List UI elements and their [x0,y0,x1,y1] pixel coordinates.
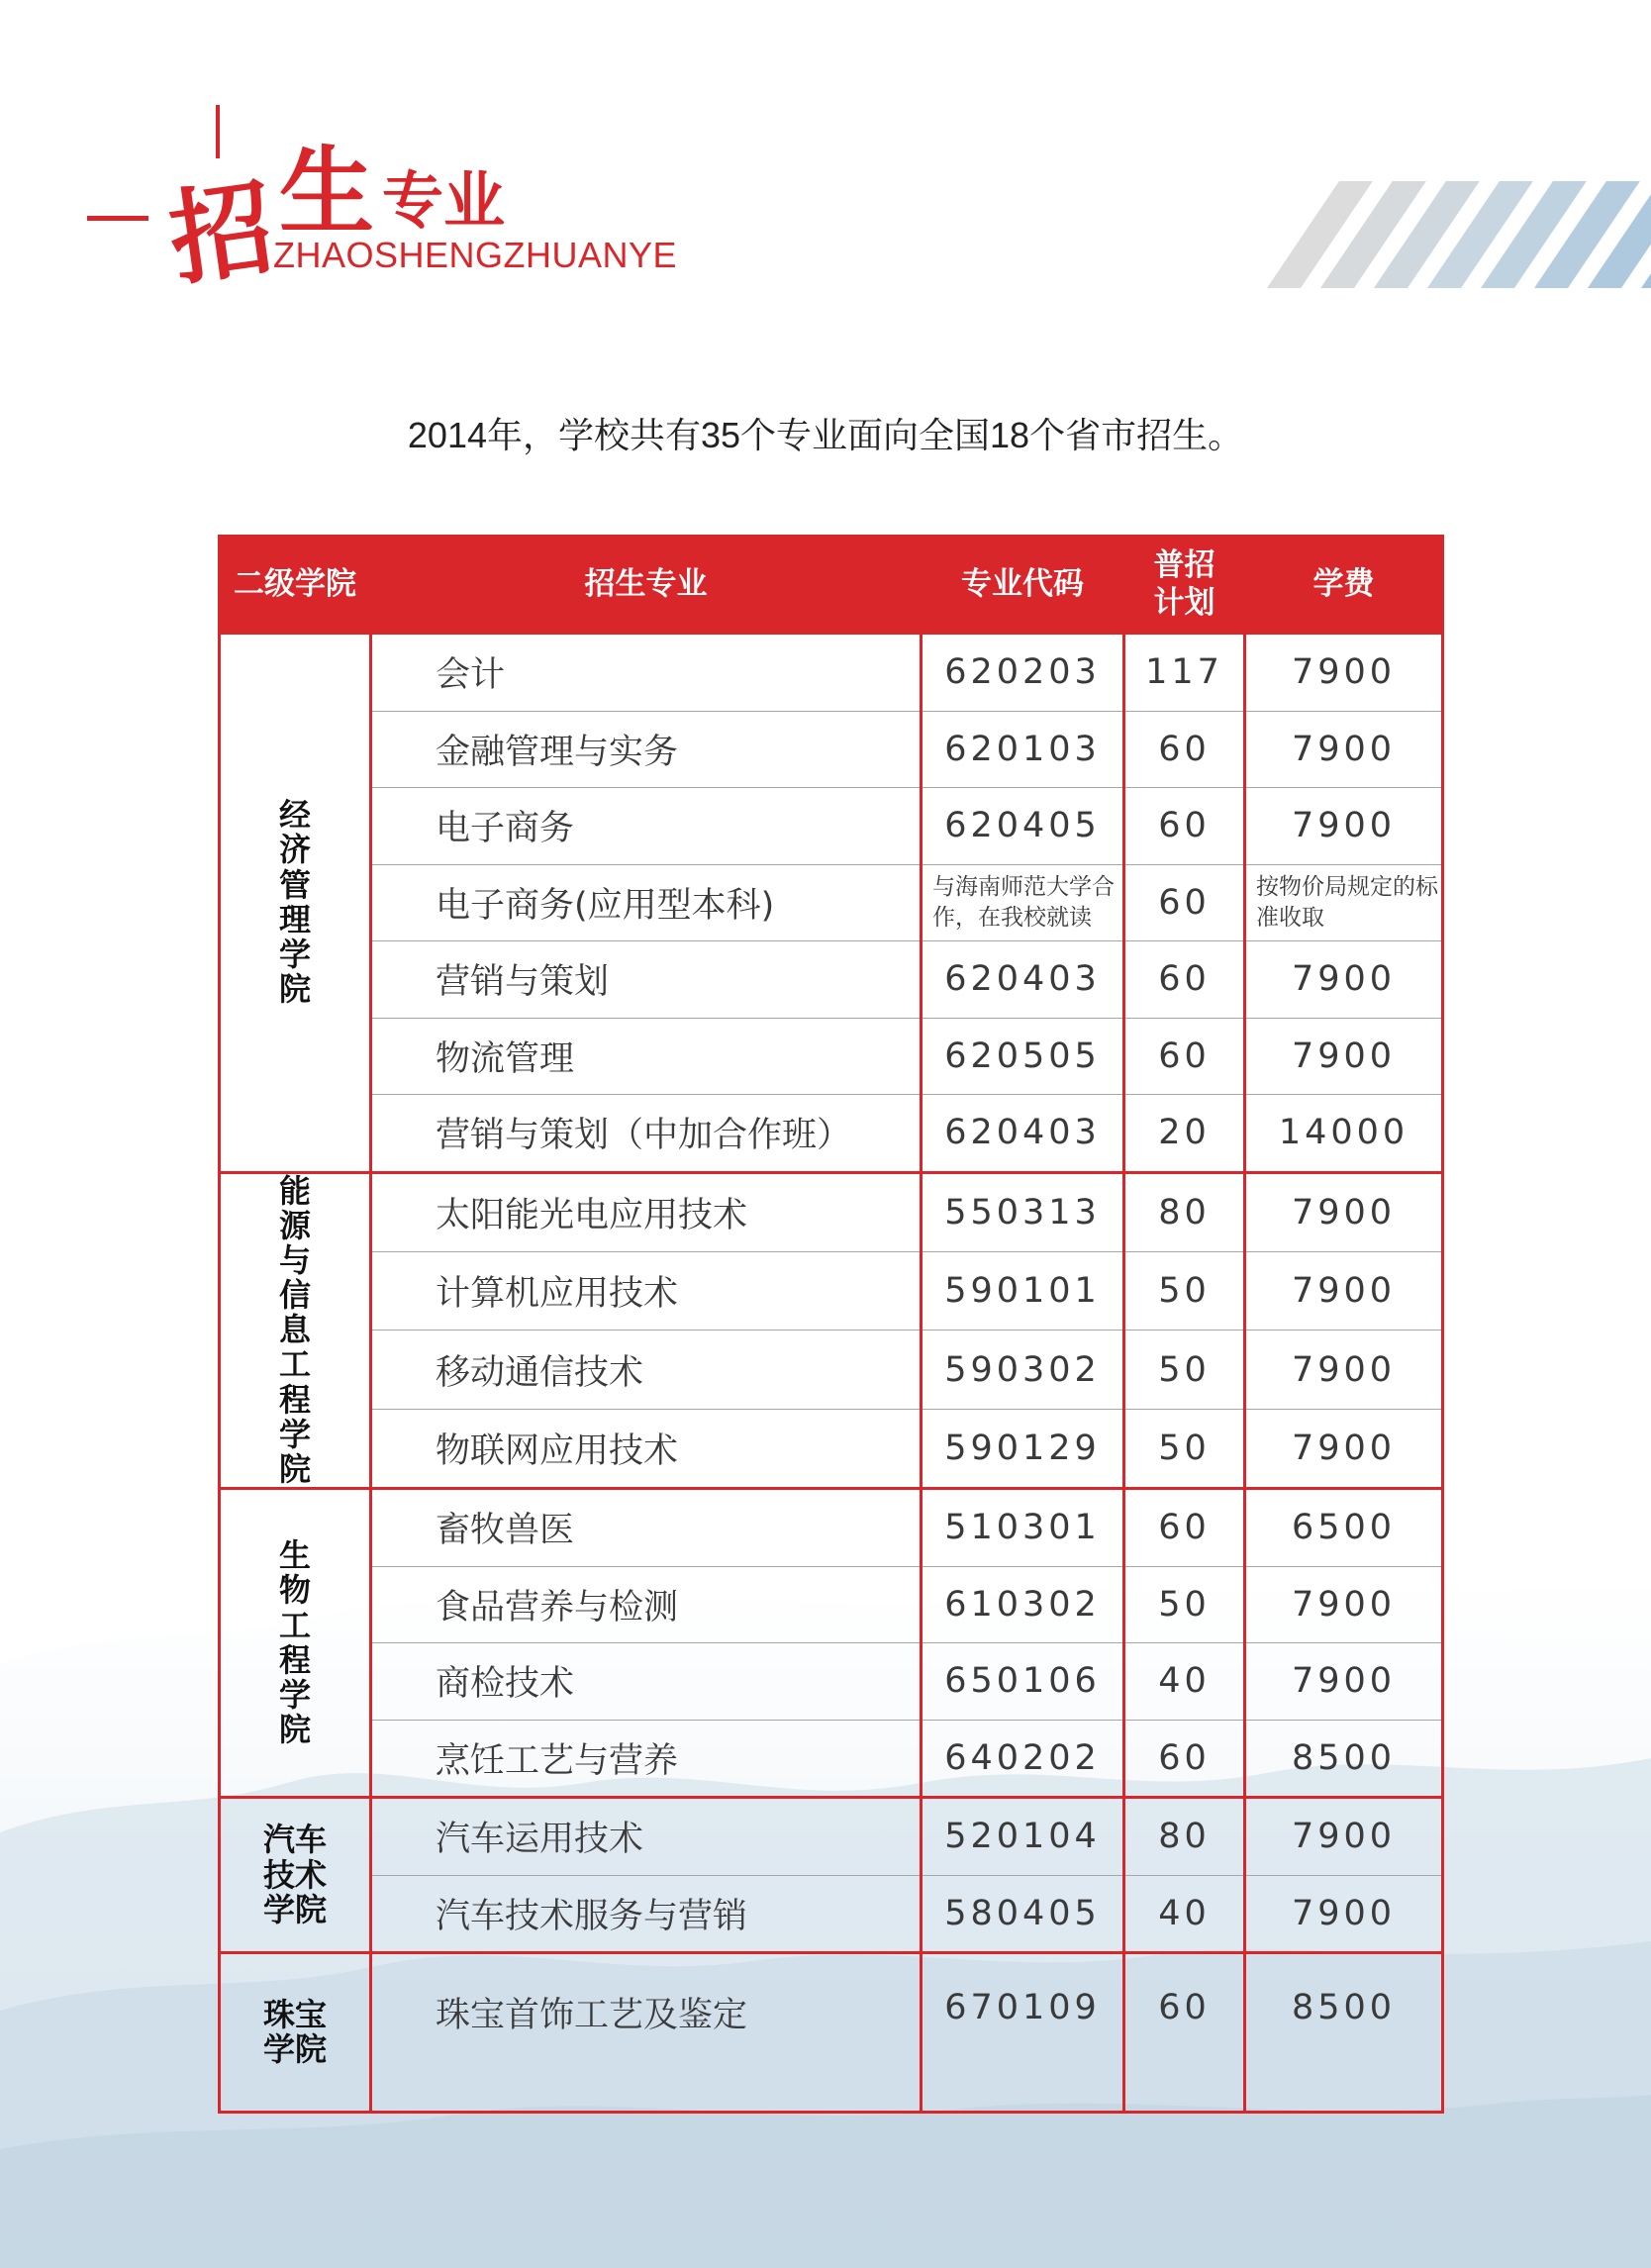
code-cell: 620403 [922,1095,1124,1173]
plan-cell: 117 [1124,634,1245,712]
code-cell: 590302 [922,1331,1124,1409]
major-cell: 商检技术 [371,1643,922,1721]
table-row [220,1798,1443,1876]
major-cell: 电子商务(应用型本科) [371,864,922,941]
table-row [220,1489,1443,1567]
table-row [220,1643,1443,1721]
code-cell: 550313 [922,1172,1124,1251]
code-cell: 650106 [922,1643,1124,1721]
fee-cell: 7900 [1245,1798,1443,1876]
fee-cell: 7900 [1245,634,1443,712]
table-row [220,1720,1443,1798]
table-row [220,941,1443,1019]
major-cell: 物流管理 [371,1018,922,1095]
plan-cell: 40 [1124,1643,1245,1721]
table-row [220,1875,1443,1953]
plan-cell: 50 [1124,1251,1245,1330]
college-cell: 经济管理学院 [220,634,371,1173]
table-row [220,1095,1443,1173]
code-cell: 620505 [922,1018,1124,1095]
header-fee: 学费 [1245,537,1443,634]
title-char-zhuanye: 专业 [382,164,506,237]
table-row [220,1251,1443,1330]
plan-cell: 50 [1124,1331,1245,1409]
college-cell: 生物工程学院 [220,1489,371,1798]
college-cell: 能源与信息工程学院 [220,1172,371,1489]
fee-cell: 7900 [1245,1643,1443,1721]
plan-cell: 60 [1124,941,1245,1019]
header-major: 招生专业 [371,537,922,634]
code-cell: 510301 [922,1489,1124,1567]
fee-cell: 7900 [1245,1251,1443,1330]
fee-cell: 7900 [1245,1331,1443,1409]
code-cell: 620403 [922,941,1124,1019]
fee-cell: 7900 [1245,788,1443,865]
fee-cell: 7900 [1245,1172,1443,1251]
major-cell: 烹饪工艺与营养 [371,1720,922,1798]
plan-cell: 40 [1124,1875,1245,1953]
major-cell: 营销与策划（中加合作班） [371,1095,922,1173]
table-row [220,1018,1443,1095]
red-horizontal-rule [87,216,148,221]
major-cell: 计算机应用技术 [371,1251,922,1330]
table-row [220,711,1443,788]
fee-cell: 7900 [1245,941,1443,1019]
enrollment-table-wrap [218,535,1444,2114]
major-cell: 汽车运用技术 [371,1798,922,1876]
fee-cell: 7900 [1245,1018,1443,1095]
title-pinyin: ZHAOSHENGZHUANYE [273,235,678,275]
fee-cell: 6500 [1245,1489,1443,1567]
code-note-cell: 与海南师范大学合作，在我校就读 [922,864,1124,941]
fee-cell: 7900 [1245,1566,1443,1643]
plan-cell: 60 [1124,711,1245,788]
college-cell: 珠宝学院 [220,1953,371,2113]
table-row [220,788,1443,865]
major-cell: 物联网应用技术 [371,1409,922,1488]
major-cell: 移动通信技术 [371,1331,922,1409]
table-row [220,1331,1443,1409]
plan-cell: 80 [1124,1798,1245,1876]
table-row [220,1172,1443,1251]
plan-cell: 60 [1124,1489,1245,1567]
fee-cell: 14000 [1245,1095,1443,1173]
major-cell: 太阳能光电应用技术 [371,1172,922,1251]
fee-cell: 7900 [1245,1875,1443,1953]
major-cell: 电子商务 [371,788,922,865]
table-row [220,1566,1443,1643]
table-header-row [220,537,1443,634]
decorative-stripes [1196,181,1651,288]
plan-cell: 50 [1124,1566,1245,1643]
table-row [220,634,1443,712]
title-char-sheng: 生 [279,136,374,247]
table-row [220,1953,1443,2113]
enrollment-table [218,535,1444,2114]
page-header [0,0,1651,327]
major-cell: 营销与策划 [371,941,922,1019]
plan-cell: 50 [1124,1409,1245,1488]
header-college: 二级学院 [220,537,371,634]
plan-cell: 60 [1124,1953,1245,2113]
fee-cell: 7900 [1245,711,1443,788]
major-cell: 珠宝首饰工艺及鉴定 [371,1953,922,2113]
table-row [220,1409,1443,1488]
header-code: 专业代码 [922,537,1124,634]
plan-cell: 60 [1124,1720,1245,1798]
code-cell: 610302 [922,1566,1124,1643]
code-cell: 520104 [922,1798,1124,1876]
code-cell: 620203 [922,634,1124,712]
title-char-zhao: 招 [161,165,281,301]
code-cell: 620103 [922,711,1124,788]
plan-cell: 80 [1124,1172,1245,1251]
fee-note-cell: 按物价局规定的标准收取 [1245,864,1443,941]
major-cell: 金融管理与实务 [371,711,922,788]
fee-cell: 7900 [1245,1409,1443,1488]
plan-cell: 20 [1124,1095,1245,1173]
fee-cell: 8500 [1245,1720,1443,1798]
plan-cell: 60 [1124,1018,1245,1095]
plan-cell: 60 [1124,788,1245,865]
intro-text: 2014年，学校共有35个专业面向全国18个省市招生。 [407,415,1244,455]
plan-cell: 60 [1124,864,1245,941]
major-cell: 畜牧兽医 [371,1489,922,1567]
code-cell: 590101 [922,1251,1124,1330]
major-cell: 食品营养与检测 [371,1566,922,1643]
fee-cell: 8500 [1245,1953,1443,2113]
college-cell: 汽车技术学院 [220,1798,371,1953]
major-cell: 汽车技术服务与营销 [371,1875,922,1953]
code-cell: 580405 [922,1875,1124,1953]
code-cell: 590129 [922,1409,1124,1488]
table-row [220,864,1443,941]
code-cell: 640202 [922,1720,1124,1798]
major-cell: 会计 [371,634,922,712]
code-cell: 620405 [922,788,1124,865]
code-cell: 670109 [922,1953,1124,2113]
header-plan: 普招计划 [1124,537,1245,634]
